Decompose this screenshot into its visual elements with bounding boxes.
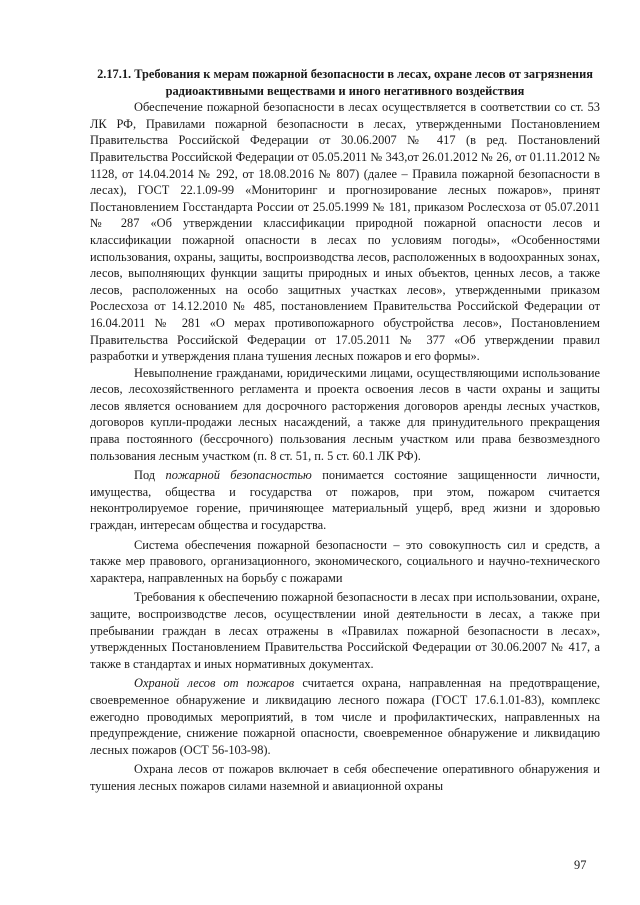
paragraph-non-compliance: Невыполнение гражданами, юридическими лицами, осуществляющими использование лесов, лесохозяйственного регламента и проекта освоения лесов в части охраны и защиты лесов является основанием для досрочного расторжения договоров аренды лесных участков, договоров купли-продажи лесных насаждений, а также для принудительного прекращения права постоянного (бессрочного) пользования лесным участком или права безвозмездного пользования лесным участком (п. 8 ст. 51, п. 5 ст. 60.1 ЛК РФ).: [90, 365, 600, 463]
paragraph-forest-protection-scope: Охрана лесов от пожаров включает в себя обеспечение оперативного обнаружения и тушения лесных пожаров силами наземной и авиационной охраны: [90, 762, 600, 793]
defined-term-fire-safety: пожарной безопасностью: [165, 468, 312, 483]
paragraph-body: считается охрана, направленная на предотвращение, своевременное обнаружение и ликвидацию лесного пожара (ГОСТ 17.6.1.01-83), комплекс ежегодно проводимых мероприятий, в том числе и профилактических, направленных на предупреждение, снижение пожарной опасности, своевременное обнаружение и ликвидацию лесных пожаров (ОСТ 56-103-98).: [90, 676, 600, 757]
paragraph-fire-safety-system: Система обеспечения пожарной безопасности – это совокупность сил и средств, а также мер правового, организационного, экономического, социального и научно-технического характера, направленных на борьбу с пожарами: [90, 537, 600, 585]
section-heading: 2.17.1. Требования к мерам пожарной безопасности в лесах, охране лесов от загрязнения радиоактивными веществами и иного негативного воздействия: [97, 67, 593, 98]
paragraph-requirements: Требования к обеспечению пожарной безопасности в лесах при использовании, охране, защите, воспроизводстве лесов, осуществлении иной деятельности в лесах, а также при пребывании граждан в лесах отражены в «Правилах пожарной безопасности в лесах», утвержденных Постановлением Правительства Российской Федерации от 30.06.2007 № 417, а также в стандартах и иных нормативных документах.: [90, 590, 600, 671]
defined-term-forest-protection: Охраной лесов от пожаров: [134, 676, 295, 691]
page-number: 97: [574, 858, 587, 872]
paragraph-forest-protection-definition: [90, 675, 600, 758]
paragraph-fire-safety-definition: [90, 467, 600, 533]
paragraph-lead: Под: [134, 468, 166, 483]
page-content: [90, 66, 600, 795]
paragraph-fire-safety-basis: Обеспечение пожарной безопасности в лесах осуществляется в соответствии со ст. 53 ЛК РФ, Правилами пожарной безопасности в лесах, утвержденными Постановлением Правительства Российской Федерации от 30.06.2007 № 417 (в ред. Постановлений Правительства Российской Федерации от 05.05.2011 № 343,от 26.01.2012 № 26, от 01.11.2012 № 1128, от 14.04.2014 № 292, от 18.08.2016 № 807) (далее – Правила пожарной безопасности в лесах), ГОСТ 22.1.09-99 «Мониторинг и прогнозирование лесных пожаров», принят Постановлением Госстандарта России от 25.05.1999 № 181, приказом Рослесхоза от 05.07.2011 № 287 «Об утверждении классификации природной пожарной опасности лесов и классификации пожарной опасности в лесах по условиям погоды», «Особенностями использования, охраны, защиты, воспроизводства лесов, расположенных в водоохранных зонах, лесов, выполняющих функции защиты природных и иных объектов, ценных лесов, а также лесов, расположенных на особо защитных участках лесов», утвержденными приказом Рослесхоза от 14.12.2010 № 485, постановлением Правительства Российской Федерации от 16.04.2011 № 281 «О мерах противопожарного обустройства лесов», Постановлением Правительства Российской Федерации от 17.05.2011 № 377 «Об утверждении правил разработки и утверждения плана тушения лесных пожаров и его формы».: [90, 100, 600, 364]
paragraph-body: понимается состояние защищенности личности, имущества, общества и государства от пожаров, при этом, пожаром считается неконтролируемое горение, причиняющее материальный ущерб, вред жизни и здоровью граждан, интересам общества и государства.: [90, 468, 600, 533]
